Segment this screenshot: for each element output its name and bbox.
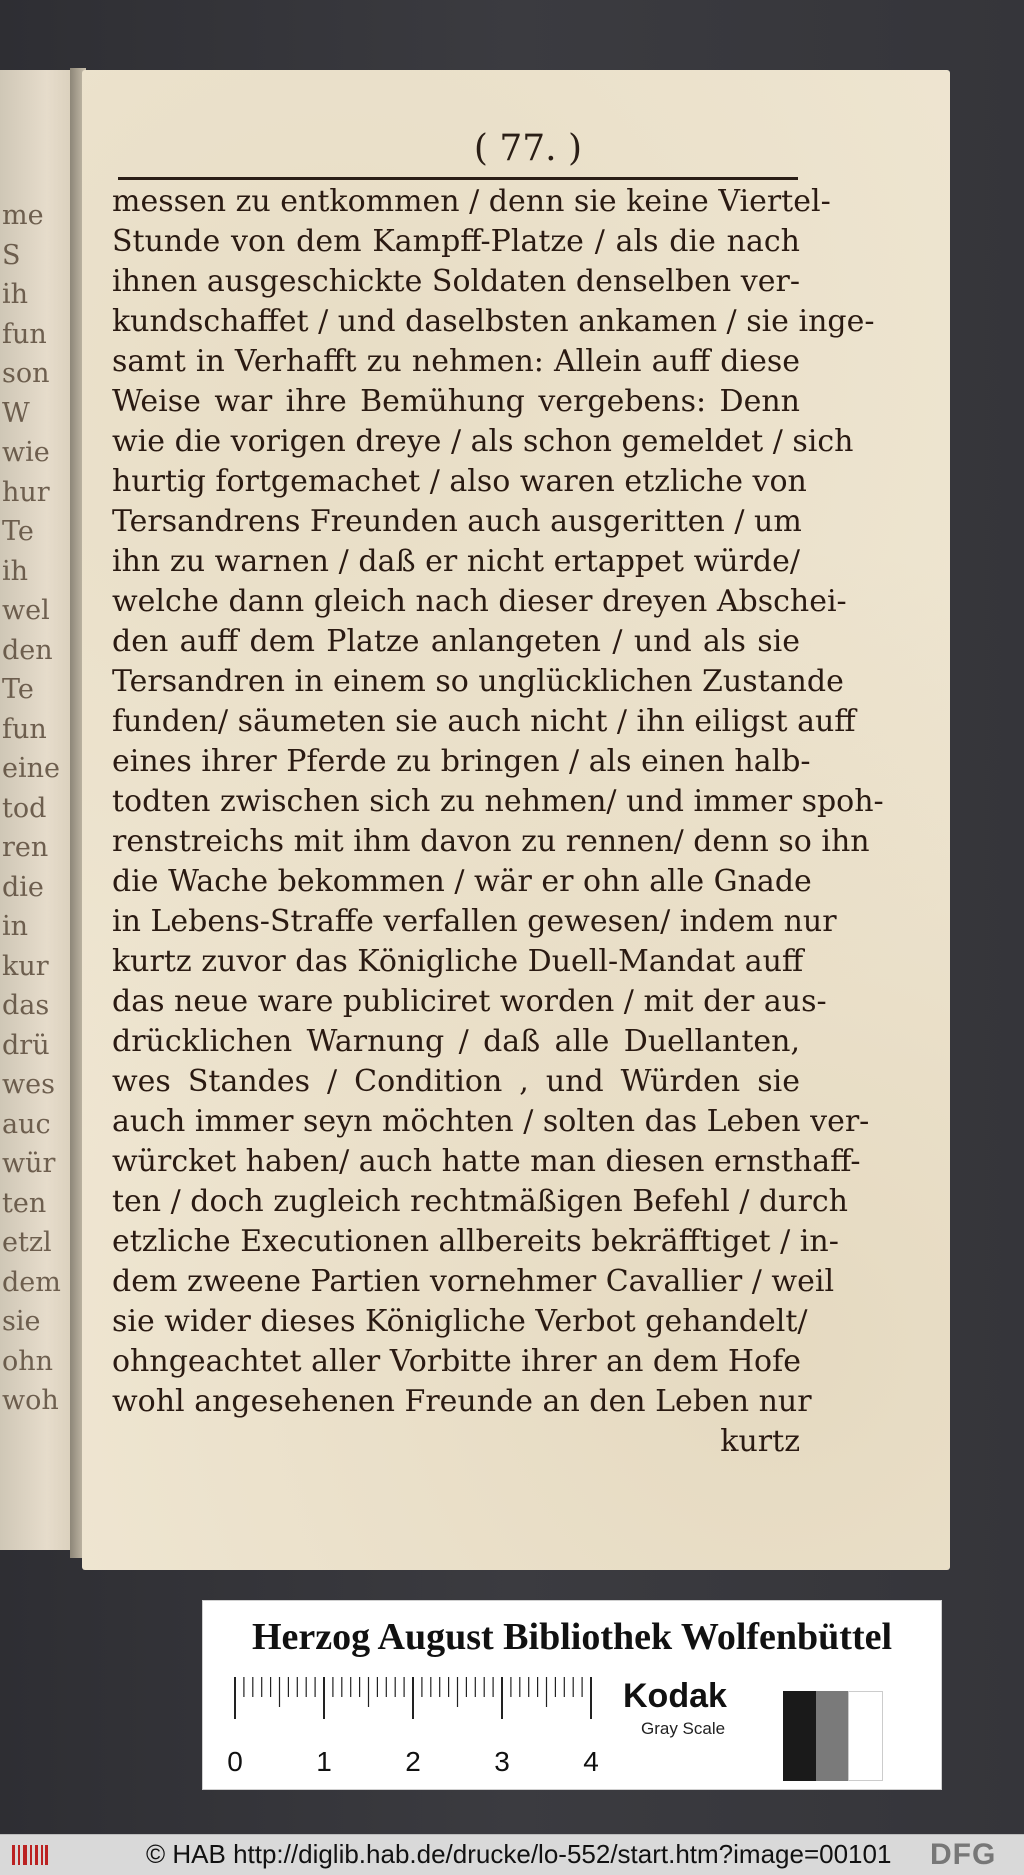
text-line: Tersandrens Freunden auch ausgeritten / um [112, 504, 802, 539]
text-line: dem zweene Partien vornehmer Cavallier / weil [112, 1264, 835, 1299]
ruler-number: 2 [405, 1746, 421, 1777]
facing-page-fragment: son [2, 358, 50, 389]
ruler-number: 4 [583, 1746, 599, 1777]
kodak-brand: Kodak [623, 1677, 727, 1715]
gray-swatch [816, 1691, 849, 1781]
facing-page-fragment: die [2, 871, 44, 903]
text-line: hurtig fortgemachet / also waren etzliche von [112, 464, 807, 499]
text-line: wohl angesehenen Freunde an den Leben nur [112, 1384, 812, 1419]
text-line: ihn zu warnen / daß er nicht ertappet würde/ [112, 544, 800, 579]
facing-page-fragment: me [2, 200, 44, 231]
gray-swatch [848, 1691, 883, 1781]
text-line: die Wache bekommen / wär er ohn alle Gnade [112, 864, 812, 899]
facing-page-fragment: ih [2, 555, 29, 587]
page-text [112, 182, 884, 1462]
text-line: funden/ säumeten sie auch nicht / ihn eiligst auff [112, 704, 856, 739]
facing-page-fragment: wes [2, 1069, 55, 1100]
text-line: samt in Verhafft zu nehmen: Allein auff diese [112, 344, 800, 379]
facing-page-fragment: tod [2, 792, 47, 824]
text-line: todten zwischen sich zu nehmen/ und immer spoh- [112, 784, 884, 819]
facing-page-fragment: etzl [2, 1227, 52, 1258]
facing-page-fragment: wel [2, 595, 50, 626]
text-line: etzliche Executionen allbereits bekräfftiget / in- [112, 1224, 839, 1259]
facing-page-fragment: wür [2, 1148, 56, 1179]
ruler-number: 3 [494, 1746, 510, 1777]
text-line: ten / doch zugleich rechtmäßigen Befehl / durch [112, 1184, 848, 1219]
catchword: kurtz [720, 1424, 800, 1459]
text-line: das neue ware publiciret worden / mit der aus- [112, 984, 827, 1019]
text-line: kurtz zuvor das Königliche Duell-Mandat auff [112, 944, 804, 979]
gray-scale-label: Gray Scale [641, 1719, 726, 1738]
facing-page-fragment: ten [2, 1187, 47, 1219]
facing-page-fragment: ih [2, 279, 29, 310]
text-line: würcket haben/ auch hatte man diesen ernsthaff- [112, 1144, 861, 1179]
text-line: ohngeachtet aller Vorbitte ihrer an dem Hofe [112, 1344, 801, 1379]
hab-barcode-icon [10, 1842, 50, 1868]
facing-page-fragment: wie [2, 437, 50, 468]
facing-page-fragment: kur [2, 950, 49, 982]
scale-ruler [227, 1675, 597, 1785]
ruler-number: 1 [316, 1746, 332, 1777]
text-line: Weise war ihre Bemühung vergebens: Denn [112, 384, 800, 419]
text-line: welche dann gleich nach dieser dreyen Abschei- [112, 584, 847, 619]
facing-page-fragment: dem [2, 1266, 61, 1298]
facing-page-fragment: sie [2, 1306, 41, 1337]
facing-page-fragment: drü [2, 1029, 50, 1061]
facing-page-fragment: fun [2, 713, 47, 745]
dfg-logo: DFG [930, 1838, 997, 1871]
ruler-number: 0 [227, 1746, 243, 1777]
facing-page-fragment: Te [2, 516, 34, 547]
text-line: drücklichen Warnung / daß alle Duellanten, [112, 1024, 800, 1059]
text-line: auch immer seyn möchten / solten das Leben ver- [112, 1104, 870, 1139]
facing-page-fragment: in [2, 911, 29, 942]
facing-page-fragment: den [2, 634, 53, 666]
text-line: ihnen ausgeschickte Soldaten denselben ver- [112, 264, 800, 299]
text-line: Tersandren in einem so unglücklichen Zustande [112, 664, 844, 699]
text-line: eines ihrer Pferde zu bringen / als einen halb- [112, 744, 811, 779]
text-line: Stunde von dem Kampff-Platze / als die nach [112, 224, 800, 259]
gray-swatch [783, 1691, 816, 1781]
footer-bar [0, 1834, 1024, 1875]
page-number: ( 77. ) [473, 128, 583, 169]
header-rule [118, 177, 798, 180]
text-line: messen zu entkommen / denn sie keine Viertel- [112, 184, 831, 219]
facing-page-fragment: W [2, 397, 30, 429]
facing-page-fragment: auc [2, 1108, 51, 1140]
facing-page-edge [0, 70, 78, 1550]
ruler-ticks [227, 1675, 597, 1785]
facing-page-fragment: ren [2, 832, 49, 863]
facing-page-fragment: woh [2, 1385, 59, 1416]
facing-page-fragment: hur [2, 476, 50, 508]
gray-swatches [783, 1691, 883, 1781]
text-line: in Lebens-Straffe verfallen gewesen/ indem nur [112, 904, 837, 939]
text-line: wes Standes / Condition , und Würden sie [112, 1064, 800, 1099]
facing-page-fragment: fun [2, 318, 47, 350]
text-line: kundschaffet / und daselbsten ankamen / sie inge- [112, 304, 875, 339]
facing-page-fragment: eine [2, 753, 60, 784]
facing-page-fragment: S [2, 239, 21, 271]
text-line: wie die vorigen dreye / als schon gemeldet / sich [112, 424, 854, 459]
archive-label [202, 1600, 942, 1790]
text-line: renstreichs mit ihm davon zu rennen/ denn so ihn [112, 824, 870, 859]
library-title: Herzog August Bibliothek Wolfenbüttel [251, 1616, 893, 1658]
book-page [82, 70, 950, 1570]
facing-page-fragment: ohn [2, 1345, 54, 1377]
copyright-url[interactable]: © HAB http://diglib.hab.de/drucke/lo-552/start.htm?image=00101 [146, 1839, 892, 1869]
facing-page-fragment: das [2, 990, 50, 1021]
text-line: sie wider dieses Königliche Verbot gehandelt/ [112, 1304, 808, 1339]
text-line: den auff dem Platze anlangeten / und als sie [112, 624, 800, 659]
facing-page-fragment: Te [2, 674, 34, 705]
